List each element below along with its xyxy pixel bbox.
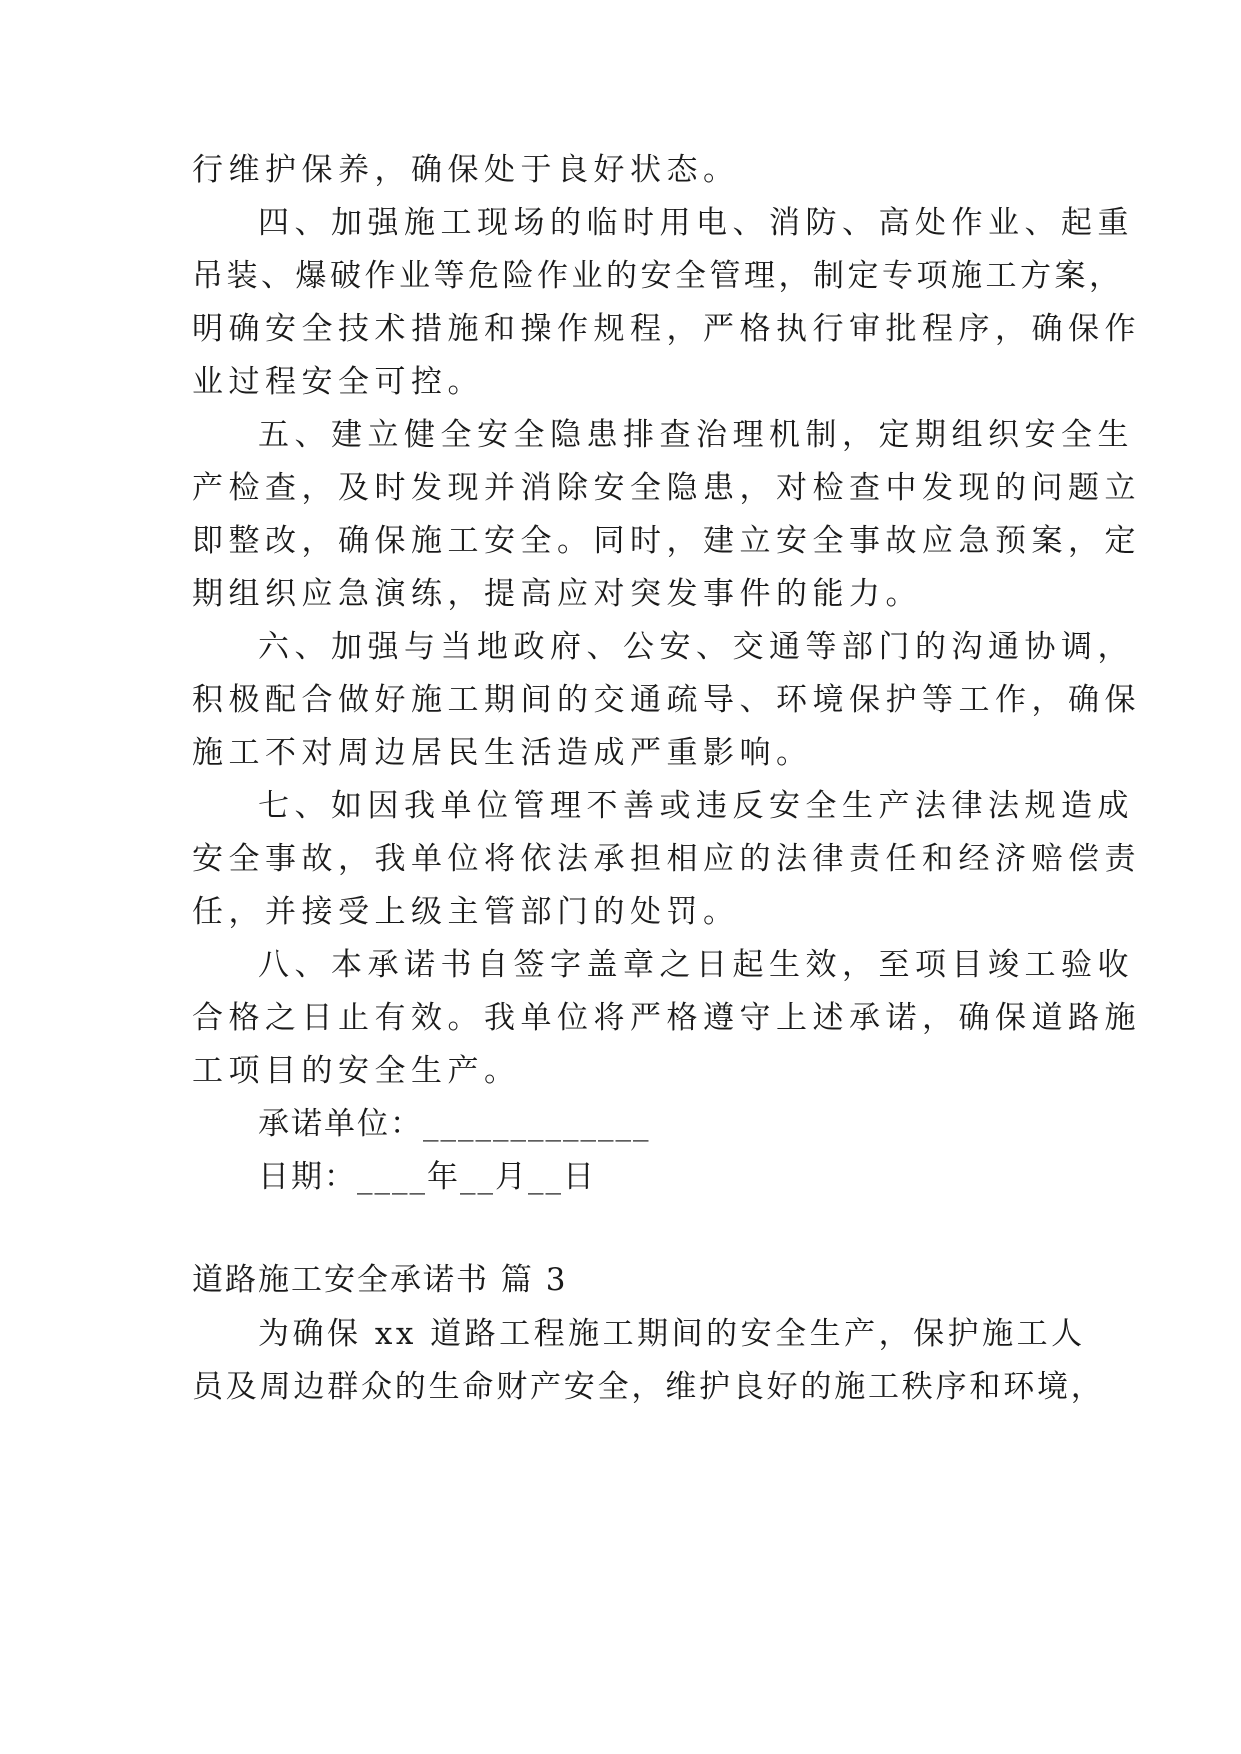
- paragraph-line: 五、建立健全安全隐患排查治理机制，定期组织安全生: [258, 417, 1134, 453]
- paragraph-line: 业过程安全可控。: [192, 364, 484, 400]
- paragraph-line: 行维护保养，确保处于良好状态。: [192, 152, 740, 188]
- section-heading: 道路施工安全承诺书 篇 3: [192, 1262, 568, 1298]
- paragraph-line: 明确安全技术措施和操作规程，严格执行审批程序，确保作: [192, 311, 1141, 347]
- paragraph-line: 七、如因我单位管理不善或违反安全生产法律法规造成: [258, 788, 1134, 824]
- paragraph-line: 吊装、爆破作业等危险作业的安全管理，制定专项施工方案，: [192, 258, 1124, 294]
- paragraph-line: 四、加强施工现场的临时用电、消防、高处作业、起重: [258, 205, 1134, 241]
- signature-unit-line: 承诺单位：_____________: [258, 1106, 651, 1142]
- paragraph-line: 施工不对周边居民生活造成严重影响。: [192, 735, 813, 771]
- paragraph-line: 员及周边群众的生命财产安全，维护良好的施工秩序和环境，: [192, 1369, 1105, 1405]
- paragraph-line: 为确保 xx 道路工程施工期间的安全生产，保护施工人: [258, 1316, 1086, 1352]
- paragraph-line: 积极配合做好施工期间的交通疏导、环境保护等工作，确保: [192, 682, 1141, 718]
- signature-date-line: 日期：____年__月__日: [258, 1159, 596, 1195]
- paragraph-line: 产检查，及时发现并消除安全隐患，对检查中发现的问题立: [192, 470, 1141, 506]
- paragraph-line: 合格之日止有效。我单位将严格遵守上述承诺，确保道路施: [192, 1000, 1141, 1036]
- paragraph-line: 即整改，确保施工安全。同时，建立安全事故应急预案，定: [192, 523, 1141, 559]
- paragraph-line: 期组织应急演练，提高应对突发事件的能力。: [192, 576, 922, 612]
- paragraph-line: 工项目的安全生产。: [192, 1053, 521, 1089]
- paragraph-line: 安全事故，我单位将依法承担相应的法律责任和经济赔偿责: [192, 841, 1141, 877]
- paragraph-line: 六、加强与当地政府、公安、交通等部门的沟通协调，: [258, 629, 1134, 665]
- paragraph-line: 任，并接受上级主管部门的处罚。: [192, 894, 740, 930]
- paragraph-line: 八、本承诺书自签字盖章之日起生效，至项目竣工验收: [258, 947, 1134, 983]
